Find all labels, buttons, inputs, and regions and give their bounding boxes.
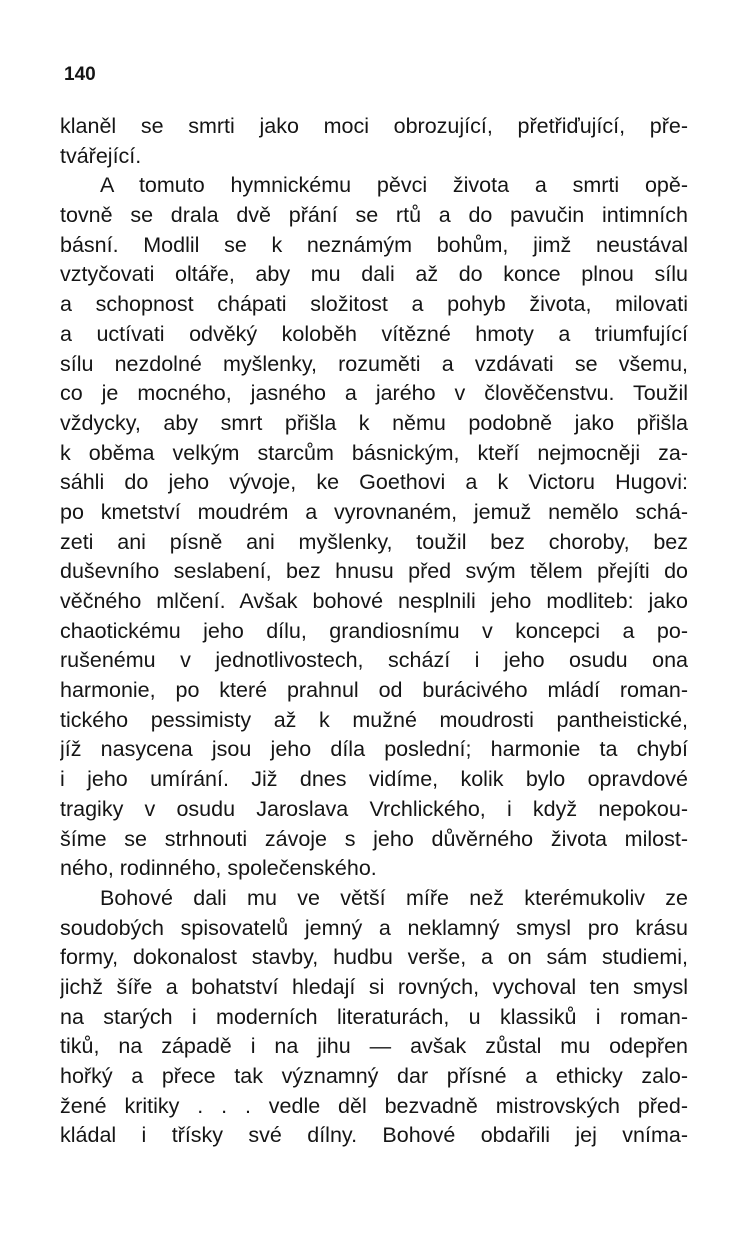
text-line: tického pessimisty až k mužné moudrosti pantheistické, — [60, 707, 688, 732]
text-line: rušenému v jednotlivostech, schází i jeho osudu ona — [60, 648, 688, 673]
text-line: i jeho umírání. Již dnes vidíme, kolik bylo opravdové — [60, 767, 688, 792]
text-line: šíme se strhnouti závoje s jeho důvěrného života milost- — [60, 826, 688, 851]
text-line: sáhli do jeho vývoje, ke Goethovi a k Victoru Hugovi: — [60, 470, 688, 495]
text-line: Bohové dali mu ve větší míře než kterémukoliv ze — [100, 885, 688, 910]
text-line: k oběma velkým starcům básnickým, kteří nejmocněji za- — [60, 440, 688, 465]
text-line: a uctívati odvěký koloběh vítězné hmoty a triumfující — [60, 321, 688, 346]
text-line: tiků, na západě i na jihu — avšak zůstal mu odepřen — [60, 1034, 688, 1059]
text-line: kládal i třísky své dílny. Bohové obdařili jej vníma- — [60, 1123, 688, 1148]
text-line: jichž šíře a bohatství hledají si rovných, vychoval ten smysl — [60, 974, 688, 999]
text-line: A tomuto hymnickému pěvci života a smrti opě- — [100, 173, 688, 198]
text-line: soudobých spisovatelů jemný a neklamný smysl pro krásu — [60, 915, 688, 940]
text-line: po kmetství moudrém a vyrovnaném, jemuž nemělo schá- — [60, 499, 688, 524]
text-line: věčného mlčení. Avšak bohové nesplnili jeho modliteb: jako — [60, 589, 688, 613]
text-line: klaněl se smrti jako moci obrozující, přetřiďující, pře- — [60, 114, 688, 138]
text-line: vztyčovati oltáře, aby mu dali až do konce plnou sílu — [60, 262, 688, 287]
text-line: chaotickému jeho dílu, grandiosnímu v koncepci a po- — [60, 618, 688, 643]
text-line: jíž nasycena jsou jeho díla poslední; harmonie ta chybí — [60, 737, 688, 762]
text-line: vždycky, aby smrt přišla k němu podobně jako přišla — [60, 410, 688, 435]
text-line: co je mocného, jasného a jarého v člověčenstvu. Toužil — [60, 381, 688, 406]
text-line: duševního seslabení, bez hnusu před svým tělem přejíti do — [60, 559, 688, 584]
text-line: básní. Modlil se k neznámým bohům, jimž neustával — [60, 232, 688, 257]
text-line: sílu nezdolné myšlenky, rozuměti a vzdávati se všemu, — [60, 351, 688, 376]
text-line: ného, rodinného, společenského. — [60, 856, 377, 881]
text-line: tragiky v osudu Jaroslava Vrchlického, i když nepokou- — [60, 796, 688, 821]
text-line: žené kritiky . . . vedle děl bezvadně mistrovských před- — [60, 1093, 688, 1118]
text-line: zeti ani písně ani myšlenky, toužil bez choroby, bez — [60, 529, 688, 554]
text-line: harmonie, po které prahnul od burácivého mládí roman- — [60, 678, 688, 703]
page-number: 140 — [64, 64, 96, 85]
body-text — [60, 112, 688, 1151]
text-line: tvářející. — [60, 143, 142, 168]
text-line: formy, dokonalost stavby, hudbu verše, a on sám studiemi, — [60, 945, 688, 970]
text-line: tovně se drala dvě přání se rtů a do pavučin intimních — [60, 203, 688, 228]
text-line: hořký a přece tak významný dar přísné a ethicky zalo- — [60, 1064, 688, 1088]
text-line: na starých i moderních literaturách, u klassiků i roman- — [60, 1004, 688, 1029]
text-line: a schopnost chápati složitost a pohyb života, milovati — [60, 292, 688, 317]
